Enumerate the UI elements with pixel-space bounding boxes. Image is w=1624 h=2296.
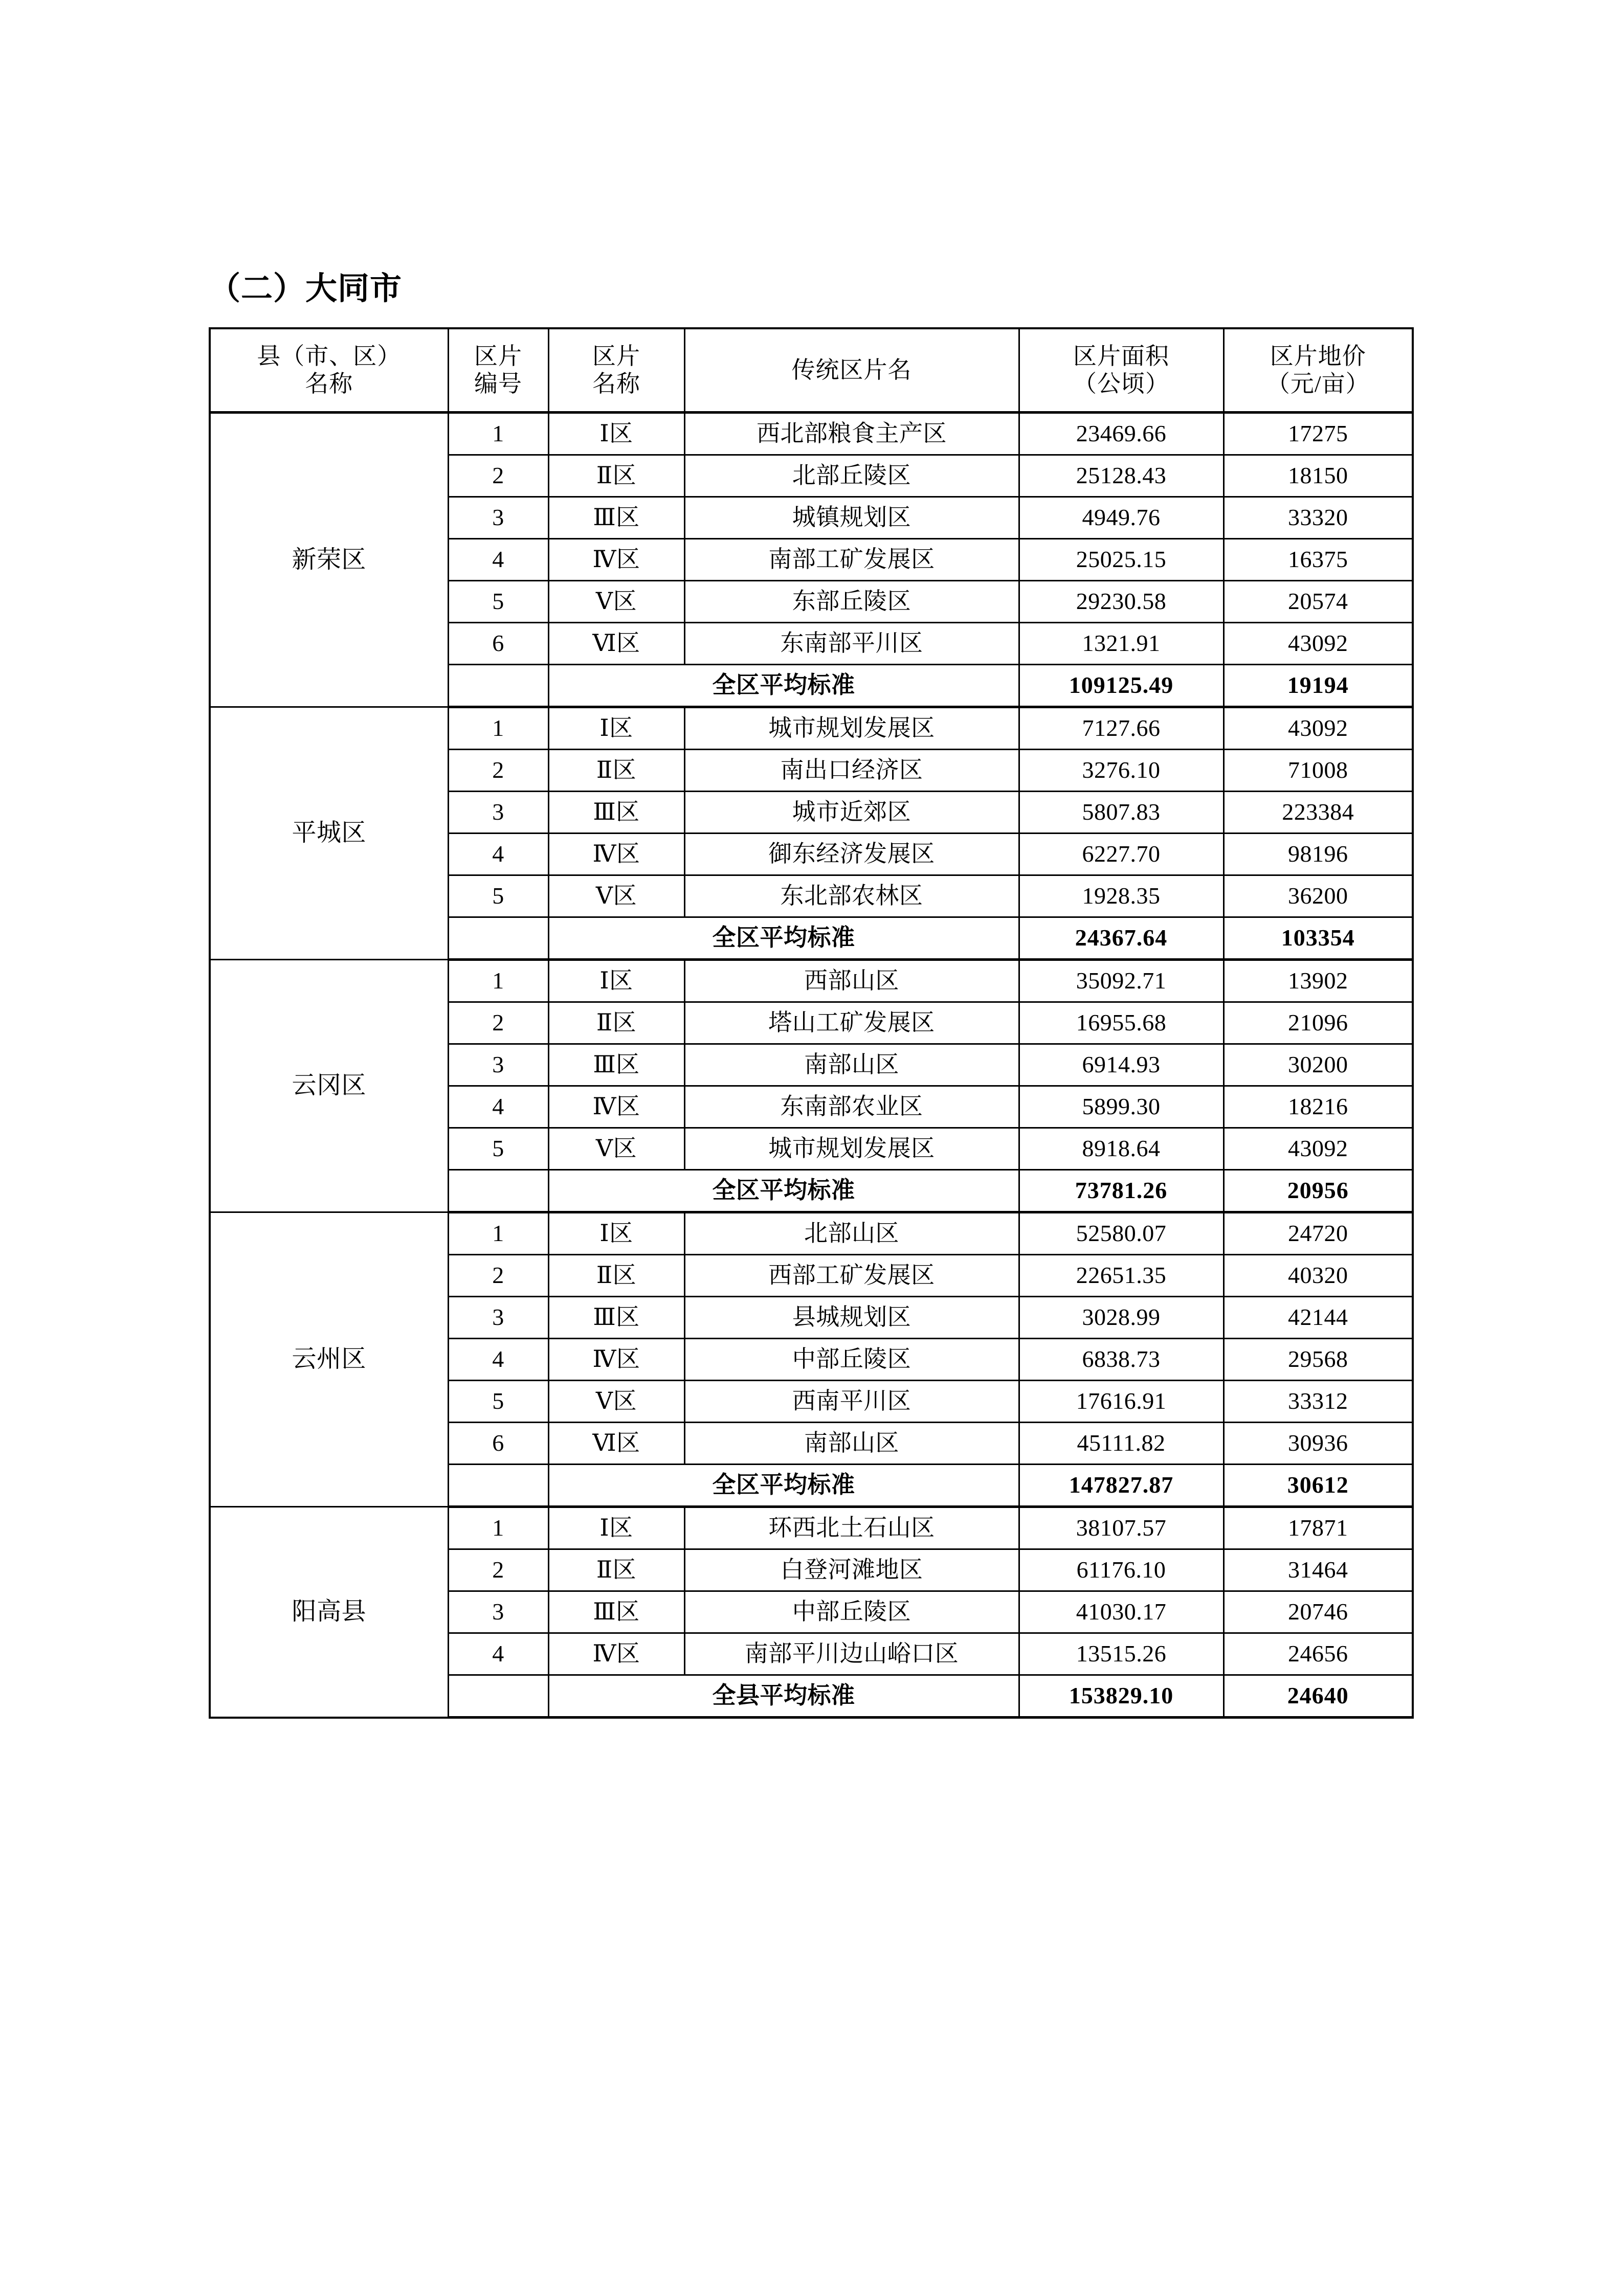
land-price-table-wrapper — [209, 327, 1412, 1719]
zone-area-cell: 3028.99 — [1019, 1297, 1223, 1339]
column-header-zone-number-line2: 编号 — [474, 371, 522, 397]
traditional-name-cell: 西南平川区 — [684, 1381, 1019, 1423]
zone-number-cell: 5 — [448, 581, 548, 623]
zone-number-cell: 4 — [448, 1086, 548, 1128]
zone-number-cell: 2 — [448, 1255, 548, 1297]
zone-name-cell: Ⅱ区 — [548, 1002, 684, 1044]
zone-area-cell: 35092.71 — [1019, 960, 1223, 1002]
zone-area-cell: 38107.57 — [1019, 1507, 1223, 1549]
zone-area-cell: 22651.35 — [1019, 1255, 1223, 1297]
zone-number-cell: 4 — [448, 1633, 548, 1675]
zone-number-cell: 5 — [448, 1128, 548, 1170]
zone-area-cell: 5807.83 — [1019, 792, 1223, 834]
summary-price-cell: 103354 — [1223, 917, 1413, 960]
zone-number-cell: 2 — [448, 455, 548, 497]
zone-name-cell: Ⅴ区 — [548, 581, 684, 623]
column-header-traditional-name — [684, 328, 1019, 413]
zone-name-cell: Ⅰ区 — [548, 413, 684, 455]
zone-name-cell: Ⅱ区 — [548, 1549, 684, 1591]
traditional-name-cell: 南部工矿发展区 — [684, 539, 1019, 581]
zone-number-cell: 3 — [448, 1044, 548, 1086]
zone-price-cell: 17275 — [1223, 413, 1413, 455]
zone-area-cell: 6838.73 — [1019, 1339, 1223, 1381]
zone-name-cell: Ⅳ区 — [548, 539, 684, 581]
zone-price-cell: 98196 — [1223, 834, 1413, 875]
page-title: （二）大同市 — [209, 271, 403, 306]
summary-area-cell: 109125.49 — [1019, 665, 1223, 707]
zone-name-cell: Ⅴ区 — [548, 875, 684, 917]
column-header-zone-name-line2: 名称 — [592, 371, 640, 397]
zone-name-cell: Ⅰ区 — [548, 707, 684, 750]
traditional-name-cell: 东南部农业区 — [684, 1086, 1019, 1128]
traditional-name-cell: 西北部粮食主产区 — [684, 413, 1019, 455]
table-row — [210, 960, 1413, 1002]
zone-area-cell: 16955.68 — [1019, 1002, 1223, 1044]
zone-number-cell: 1 — [448, 960, 548, 1002]
zone-name-cell: Ⅱ区 — [548, 750, 684, 792]
traditional-name-cell: 白登河滩地区 — [684, 1549, 1019, 1591]
traditional-name-cell: 城市规划发展区 — [684, 1128, 1019, 1170]
zone-number-cell: 5 — [448, 1381, 548, 1423]
column-header-zone-name-line1: 区片 — [592, 343, 640, 369]
summary-price-cell: 19194 — [1223, 665, 1413, 707]
zone-name-cell: Ⅲ区 — [548, 1044, 684, 1086]
zone-name-cell: Ⅲ区 — [548, 497, 684, 539]
summary-label-cell: 全区平均标准 — [548, 1465, 1019, 1507]
zone-number-cell: 2 — [448, 1549, 548, 1591]
zone-price-cell: 20574 — [1223, 581, 1413, 623]
zone-number-cell: 3 — [448, 1591, 548, 1633]
zone-number-cell: 1 — [448, 413, 548, 455]
summary-blank-cell — [448, 917, 548, 960]
zone-price-cell: 24656 — [1223, 1633, 1413, 1675]
column-header-traditional-name-line1: 传统区片名 — [791, 356, 912, 383]
zone-name-cell: Ⅱ区 — [548, 455, 684, 497]
zone-price-cell: 30936 — [1223, 1423, 1413, 1465]
table-row — [210, 707, 1413, 750]
zone-price-cell: 18216 — [1223, 1086, 1413, 1128]
county-name-cell: 平城区 — [210, 707, 448, 960]
traditional-name-cell: 县城规划区 — [684, 1297, 1019, 1339]
zone-name-cell: Ⅲ区 — [548, 1297, 684, 1339]
zone-name-cell: Ⅳ区 — [548, 1633, 684, 1675]
zone-price-cell: 223384 — [1223, 792, 1413, 834]
table-body — [210, 413, 1413, 1718]
zone-number-cell: 3 — [448, 497, 548, 539]
zone-area-cell: 1321.91 — [1019, 623, 1223, 665]
zone-area-cell: 1928.35 — [1019, 875, 1223, 917]
zone-name-cell: Ⅰ区 — [548, 960, 684, 1002]
summary-area-cell: 153829.10 — [1019, 1675, 1223, 1718]
zone-area-cell: 8918.64 — [1019, 1128, 1223, 1170]
zone-price-cell: 43092 — [1223, 623, 1413, 665]
zone-price-cell: 21096 — [1223, 1002, 1413, 1044]
zone-area-cell: 6914.93 — [1019, 1044, 1223, 1086]
zone-number-cell: 1 — [448, 1212, 548, 1255]
zone-area-cell: 41030.17 — [1019, 1591, 1223, 1633]
column-header-price-line2: （元/亩） — [1266, 371, 1370, 397]
zone-name-cell: Ⅳ区 — [548, 834, 684, 875]
land-price-table — [209, 327, 1414, 1719]
summary-blank-cell — [448, 665, 548, 707]
column-header-zone-number-line1: 区片 — [474, 343, 522, 369]
zone-number-cell: 5 — [448, 875, 548, 917]
zone-number-cell: 6 — [448, 623, 548, 665]
traditional-name-cell: 城市近郊区 — [684, 792, 1019, 834]
zone-area-cell: 3276.10 — [1019, 750, 1223, 792]
summary-blank-cell — [448, 1170, 548, 1212]
zone-name-cell: Ⅲ区 — [548, 1591, 684, 1633]
zone-number-cell: 6 — [448, 1423, 548, 1465]
county-name-cell: 云州区 — [210, 1212, 448, 1507]
column-header-county-line1: 县（市、区） — [257, 343, 402, 369]
zone-number-cell: 1 — [448, 1507, 548, 1549]
county-name-cell: 阳高县 — [210, 1507, 448, 1718]
zone-name-cell: Ⅱ区 — [548, 1255, 684, 1297]
traditional-name-cell: 中部丘陵区 — [684, 1591, 1019, 1633]
traditional-name-cell: 北部山区 — [684, 1212, 1019, 1255]
summary-area-cell: 24367.64 — [1019, 917, 1223, 960]
zone-price-cell: 29568 — [1223, 1339, 1413, 1381]
zone-price-cell: 20746 — [1223, 1591, 1413, 1633]
summary-label-cell: 全区平均标准 — [548, 1170, 1019, 1212]
zone-number-cell: 1 — [448, 707, 548, 750]
column-header-zone-name — [548, 328, 684, 413]
zone-number-cell: 3 — [448, 1297, 548, 1339]
summary-blank-cell — [448, 1675, 548, 1718]
zone-area-cell: 6227.70 — [1019, 834, 1223, 875]
zone-price-cell: 36200 — [1223, 875, 1413, 917]
zone-price-cell: 18150 — [1223, 455, 1413, 497]
traditional-name-cell: 中部丘陵区 — [684, 1339, 1019, 1381]
column-header-price — [1223, 328, 1413, 413]
zone-number-cell: 2 — [448, 750, 548, 792]
traditional-name-cell: 东部丘陵区 — [684, 581, 1019, 623]
traditional-name-cell: 御东经济发展区 — [684, 834, 1019, 875]
traditional-name-cell: 北部丘陵区 — [684, 455, 1019, 497]
summary-label-cell: 全区平均标准 — [548, 917, 1019, 960]
zone-area-cell: 61176.10 — [1019, 1549, 1223, 1591]
traditional-name-cell: 南部山区 — [684, 1044, 1019, 1086]
summary-area-cell: 147827.87 — [1019, 1465, 1223, 1507]
zone-price-cell: 71008 — [1223, 750, 1413, 792]
zone-number-cell: 4 — [448, 539, 548, 581]
zone-price-cell: 16375 — [1223, 539, 1413, 581]
zone-name-cell: Ⅳ区 — [548, 1086, 684, 1128]
column-header-price-line1: 区片地价 — [1270, 343, 1366, 369]
zone-price-cell: 40320 — [1223, 1255, 1413, 1297]
zone-price-cell: 13902 — [1223, 960, 1413, 1002]
zone-area-cell: 17616.91 — [1019, 1381, 1223, 1423]
table-row — [210, 1212, 1413, 1255]
zone-price-cell: 17871 — [1223, 1507, 1413, 1549]
column-header-area-line2: （公顷） — [1073, 371, 1169, 397]
county-name-cell: 新荣区 — [210, 413, 448, 707]
traditional-name-cell: 南出口经济区 — [684, 750, 1019, 792]
zone-number-cell: 4 — [448, 834, 548, 875]
zone-name-cell: Ⅴ区 — [548, 1381, 684, 1423]
zone-name-cell: Ⅰ区 — [548, 1507, 684, 1549]
table-header — [210, 328, 1413, 413]
summary-price-cell: 30612 — [1223, 1465, 1413, 1507]
zone-name-cell: Ⅳ区 — [548, 1339, 684, 1381]
zone-area-cell: 7127.66 — [1019, 707, 1223, 750]
traditional-name-cell: 南部平川边山峪口区 — [684, 1633, 1019, 1675]
zone-price-cell: 43092 — [1223, 707, 1413, 750]
county-name-cell: 云冈区 — [210, 960, 448, 1212]
zone-price-cell: 33320 — [1223, 497, 1413, 539]
zone-area-cell: 4949.76 — [1019, 497, 1223, 539]
zone-name-cell: Ⅵ区 — [548, 623, 684, 665]
summary-price-cell: 24640 — [1223, 1675, 1413, 1718]
zone-price-cell: 42144 — [1223, 1297, 1413, 1339]
zone-area-cell: 23469.66 — [1019, 413, 1223, 455]
summary-price-cell: 20956 — [1223, 1170, 1413, 1212]
zone-name-cell: Ⅵ区 — [548, 1423, 684, 1465]
zone-area-cell: 13515.26 — [1019, 1633, 1223, 1675]
zone-name-cell: Ⅴ区 — [548, 1128, 684, 1170]
traditional-name-cell: 南部山区 — [684, 1423, 1019, 1465]
summary-label-cell: 全区平均标准 — [548, 665, 1019, 707]
traditional-name-cell: 塔山工矿发展区 — [684, 1002, 1019, 1044]
traditional-name-cell: 东北部农林区 — [684, 875, 1019, 917]
summary-blank-cell — [448, 1465, 548, 1507]
zone-area-cell: 52580.07 — [1019, 1212, 1223, 1255]
zone-name-cell: Ⅰ区 — [548, 1212, 684, 1255]
column-header-county — [210, 328, 448, 413]
traditional-name-cell: 环西北土石山区 — [684, 1507, 1019, 1549]
column-header-zone-number — [448, 328, 548, 413]
zone-area-cell: 45111.82 — [1019, 1423, 1223, 1465]
column-header-area — [1019, 328, 1223, 413]
zone-price-cell: 30200 — [1223, 1044, 1413, 1086]
zone-number-cell: 2 — [448, 1002, 548, 1044]
table-header-row — [210, 328, 1413, 413]
zone-price-cell: 31464 — [1223, 1549, 1413, 1591]
zone-price-cell: 33312 — [1223, 1381, 1413, 1423]
zone-area-cell: 25128.43 — [1019, 455, 1223, 497]
traditional-name-cell: 东南部平川区 — [684, 623, 1019, 665]
summary-area-cell: 73781.26 — [1019, 1170, 1223, 1212]
traditional-name-cell: 西部工矿发展区 — [684, 1255, 1019, 1297]
table-row — [210, 413, 1413, 455]
zone-price-cell: 24720 — [1223, 1212, 1413, 1255]
zone-number-cell: 3 — [448, 792, 548, 834]
zone-area-cell: 29230.58 — [1019, 581, 1223, 623]
summary-label-cell: 全县平均标准 — [548, 1675, 1019, 1718]
traditional-name-cell: 西部山区 — [684, 960, 1019, 1002]
column-header-county-line2: 名称 — [305, 371, 353, 397]
zone-price-cell: 43092 — [1223, 1128, 1413, 1170]
zone-number-cell: 4 — [448, 1339, 548, 1381]
zone-name-cell: Ⅲ区 — [548, 792, 684, 834]
table-row — [210, 1507, 1413, 1549]
zone-area-cell: 5899.30 — [1019, 1086, 1223, 1128]
traditional-name-cell: 城镇规划区 — [684, 497, 1019, 539]
column-header-area-line1: 区片面积 — [1073, 343, 1169, 369]
zone-area-cell: 25025.15 — [1019, 539, 1223, 581]
traditional-name-cell: 城市规划发展区 — [684, 707, 1019, 750]
